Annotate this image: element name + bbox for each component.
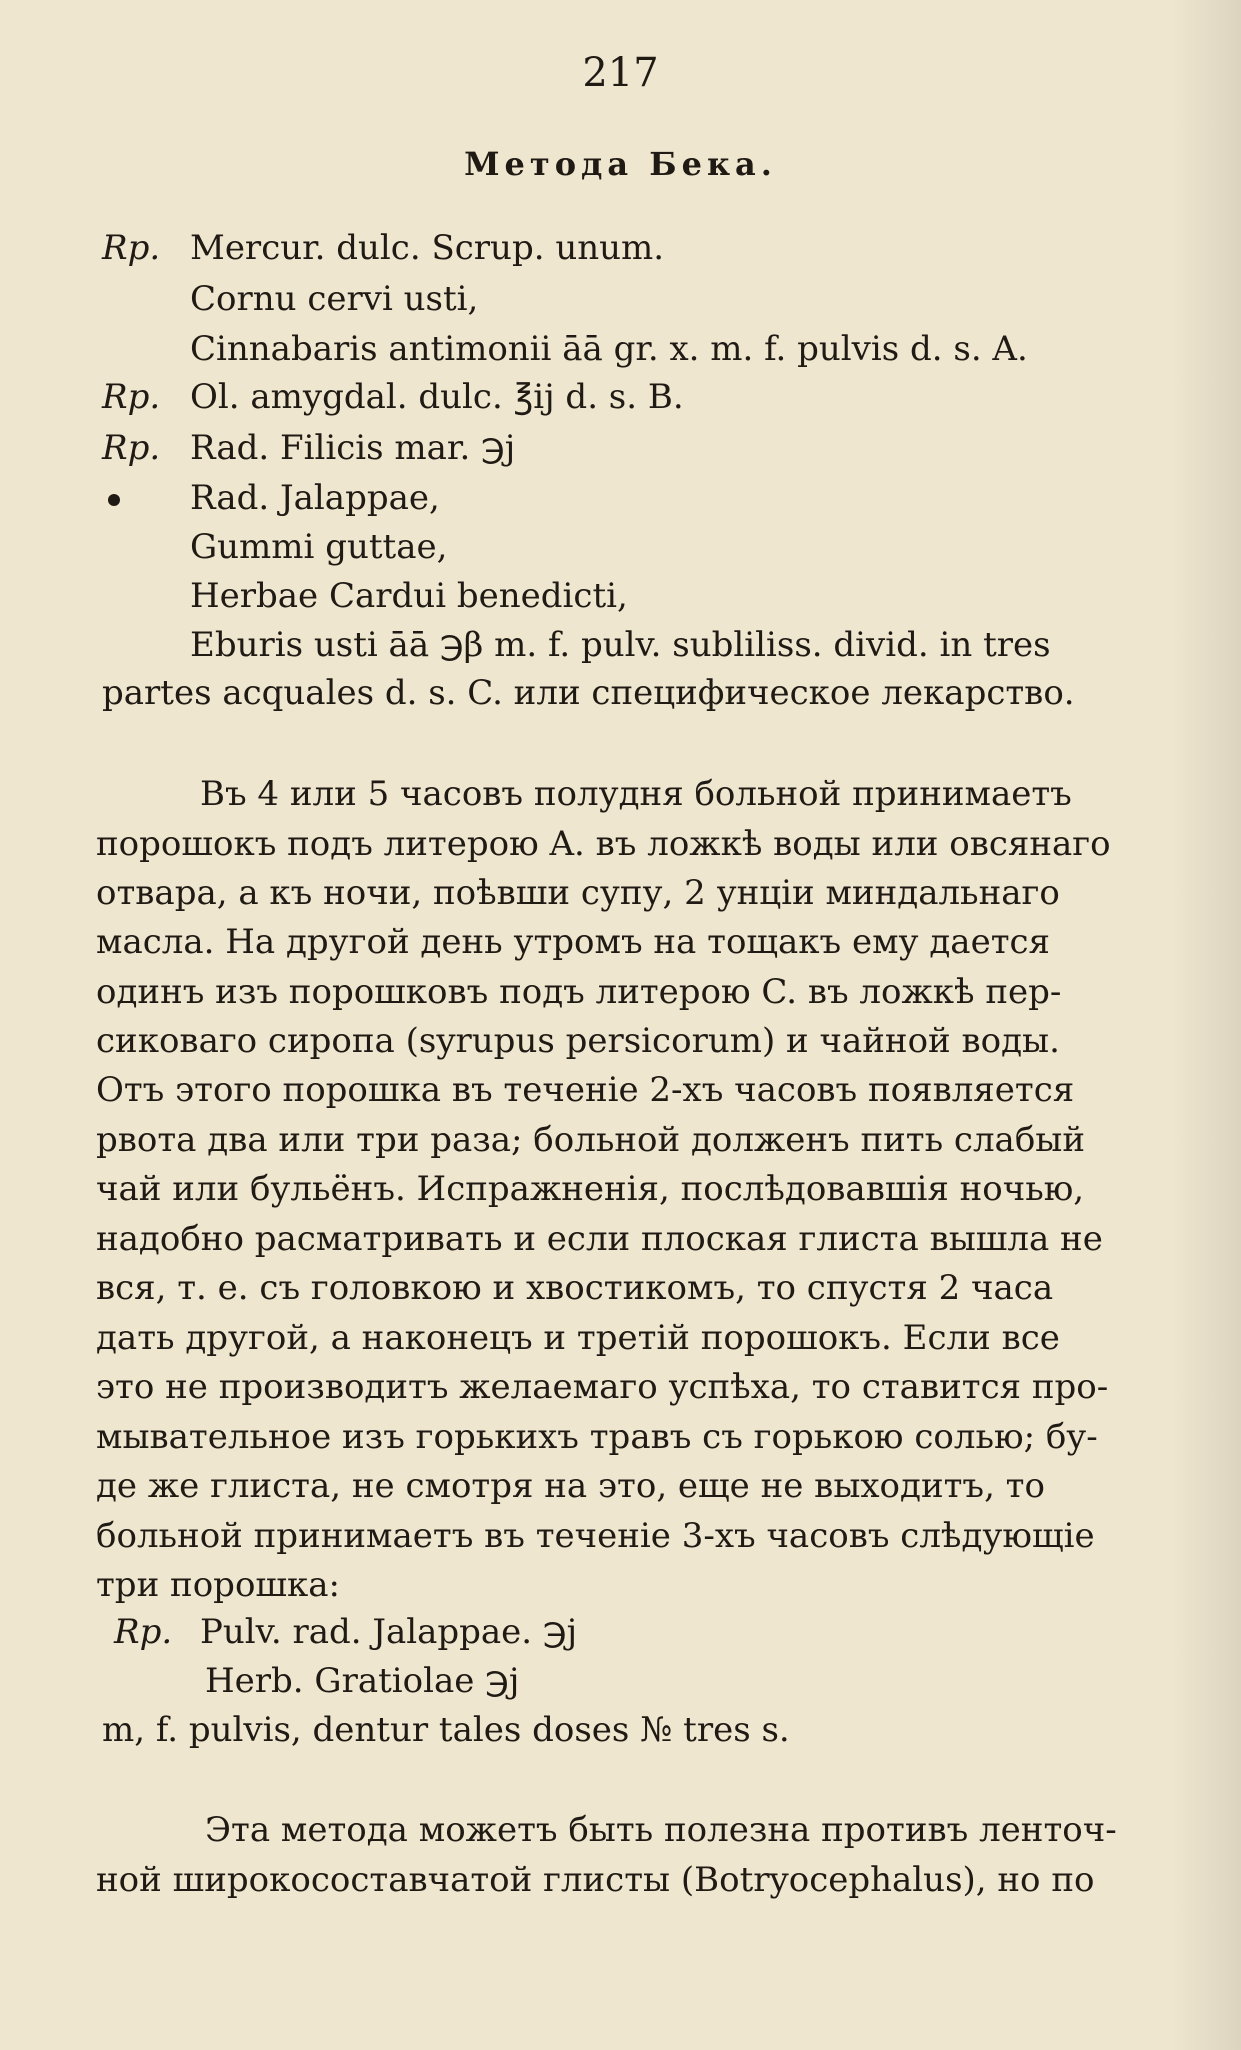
section-heading: Метода Бека.: [464, 145, 777, 183]
rx-line: m, f. pulvis, dentur tales doses № tres s.: [102, 1710, 790, 1750]
rx-label: Rp.: [102, 377, 161, 417]
rx-line: Herb. Gratiolae ℈j: [205, 1661, 520, 1701]
paragraph-line: чай или бульёнъ. Испражненія, послѣдовавшія ночью,: [96, 1169, 1085, 1209]
rx-line: Rad. Jalappae,: [190, 478, 440, 518]
paragraph-line: отвара, а къ ночи, поѣвши супу, 2 унціи миндальнаго: [96, 873, 1060, 913]
rx-label: Rp.: [102, 428, 161, 468]
paragraph-line: вся, т. е. съ головкою и хвостикомъ, то спустя 2 часа: [96, 1268, 1054, 1308]
paragraph-line: мывательное изъ горькихъ травъ съ горькою солью; бу-: [96, 1417, 1098, 1457]
paragraph-line: масла. На другой день утромъ на тощакъ ему дается: [96, 922, 1050, 962]
paragraph-line: порошокъ подъ литерою A. въ ложкѣ воды или овсянаго: [96, 824, 1111, 864]
rx-line: Eburis usti āā ℈β m. f. pulv. subliliss. divid. in tres: [190, 625, 1051, 665]
rx-line: Pulv. rad. Jalappae. ℈j: [200, 1612, 578, 1652]
paragraph-line: это не производитъ желаемаго успѣха, то ставится про-: [96, 1367, 1109, 1407]
rx-line: Mercur. dulc. Scrup. unum.: [190, 228, 665, 268]
paragraph-line: де же глиста, не смотря на это, еще не выходитъ, то: [96, 1466, 1045, 1506]
paragraph-line: Отъ этого порошка въ теченіе 2-хъ часовъ появляется: [96, 1070, 1075, 1110]
rx-label: Rp.: [114, 1612, 173, 1652]
paragraph-line: надобно расматривать и если плоская глиста вышла не: [96, 1219, 1103, 1259]
rx-label: Rp.: [102, 228, 161, 268]
paragraph-line: сиковаго сиропа (syrupus persicorum) и чайной воды.: [96, 1021, 1060, 1061]
page-number: 217: [582, 50, 659, 96]
ink-dot: [108, 494, 120, 506]
paragraph-line: ной широкосоставчатой глисты (Botryocephalus), но по: [96, 1860, 1095, 1900]
rx-line: Ol. amygdal. dulc. ℥ij d. s. B.: [190, 377, 684, 417]
paragraph-line: больной принимаетъ въ теченіе 3-хъ часовъ слѣдующіе: [96, 1516, 1095, 1556]
paragraph-line: три порошка:: [96, 1565, 340, 1605]
rx-line: Cinnabaris antimonii āā gr. x. m. f. pulvis d. s. A.: [190, 329, 1028, 369]
paragraph-line: рвота два или три раза; больной долженъ пить слабый: [96, 1120, 1086, 1160]
paragraph-line: дать другой, а наконецъ и третій порошокъ. Если все: [96, 1318, 1060, 1358]
paragraph-line: Эта метода можетъ быть полезна противъ ленточ-: [205, 1810, 1117, 1850]
rx-line: Rad. Filicis mar. ℈j: [190, 428, 516, 468]
page-shadow: [1171, 0, 1241, 2050]
rx-line: Gummi guttae,: [190, 527, 448, 567]
rx-line: partes acquales d. s. C. или специфическое лекарство.: [102, 673, 1075, 713]
paragraph-line: одинъ изъ порошковъ подъ литерою C. въ ложкѣ пер-: [96, 972, 1062, 1012]
rx-line: Cornu cervi usti,: [190, 279, 479, 319]
paragraph-line: Въ 4 или 5 часовъ полудня больной принимаетъ: [200, 774, 1072, 814]
rx-line: Herbae Cardui benedicti,: [190, 576, 628, 616]
